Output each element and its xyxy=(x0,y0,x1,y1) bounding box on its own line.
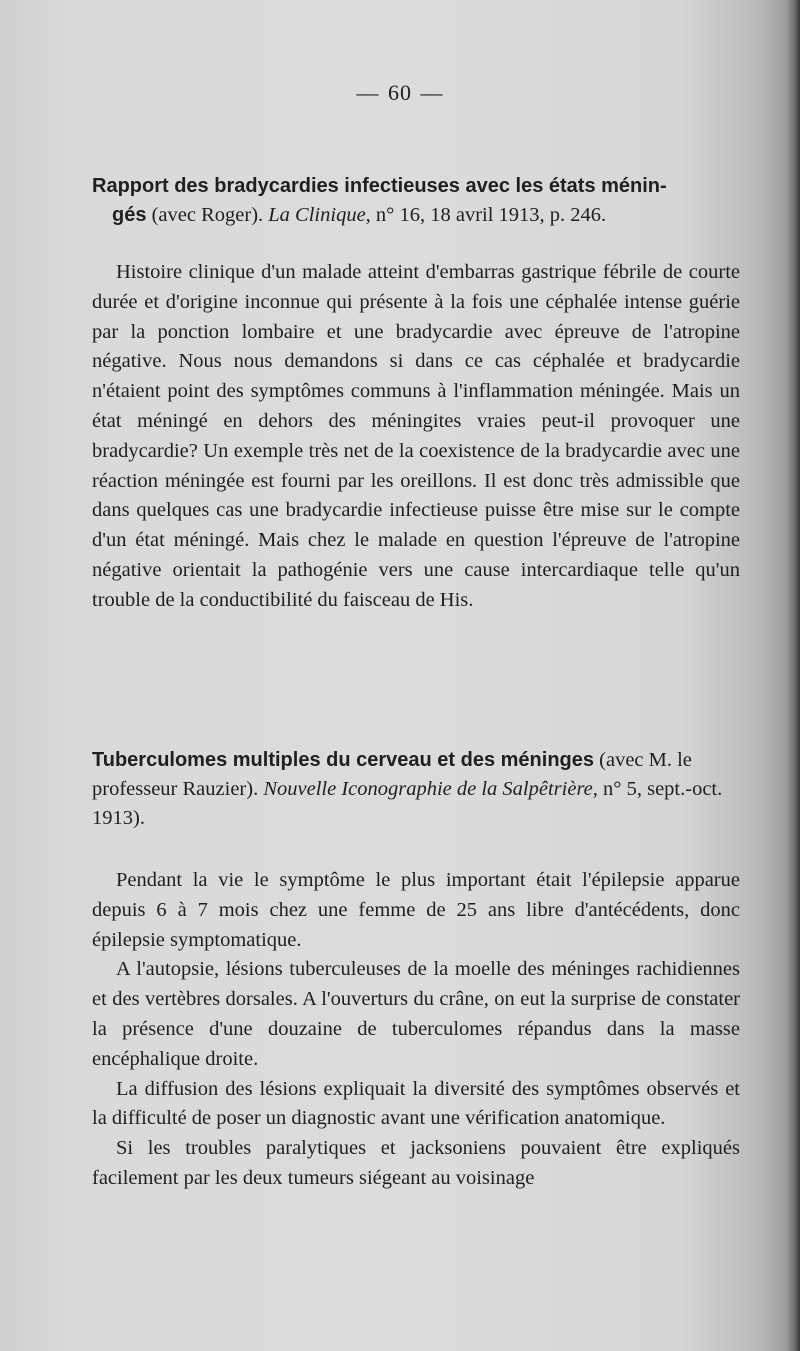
page-number: — 60 — xyxy=(356,80,444,105)
entry-1-journal: La Clinique, xyxy=(268,204,371,226)
page-number-value: 60 xyxy=(388,80,412,105)
entry-1-body xyxy=(92,258,740,616)
entry-2-citation: n° 5, sept.-oct. 1913). xyxy=(92,778,723,829)
entry-1-title-line2-bold: gés xyxy=(112,204,147,226)
entry-1-coauthor: (avec Roger). xyxy=(146,204,269,226)
entry-2-coauthor: (avec M. le professeur Rauzier). xyxy=(92,749,692,800)
entry-2-paragraph-2: A l'autopsie, lésions tuberculeuses de la moelle des méninges rachidiennes et des vertèbres dorsales. A l'ouverturs du crâne, on eut la surprise de constater la présence d'une douzaine de tuberculomes répandus dans la masse encéphalique droite. xyxy=(92,958,740,1070)
entry-1-title xyxy=(92,172,752,230)
entry-2-paragraph-4: Si les troubles paralytiques et jacksoniens pouvaient être expliqués facilement par les deux tumeurs siégeant au voisinage xyxy=(92,1137,740,1189)
entry-1-title-bold: Rapport des bradycardies infectieuses avec les états ménin- xyxy=(92,175,667,197)
entry-2-title-bold: Tuberculomes multiples du cerveau et des méninges xyxy=(92,749,595,771)
entry-1-citation: n° 16, 18 avril 1913, p. 246. xyxy=(370,204,607,226)
entry-2-journal: Nouvelle Iconographie de la Salpêtrière, xyxy=(263,778,598,800)
entry-1-title-line2 xyxy=(92,201,752,230)
entry-1-paragraph: Histoire clinique d'un malade atteint d'embarras gastrique fébrile de courte durée et d'origine inconnue qui présente à la fois une céphalée intense guérie par la ponction lombaire et une bradycardie avec épreuve de l'atropine négative. Nous nous demandons si dans ce cas céphalée et bradycardie n'étaient point des symptômes communs à l'inflammation méningée. Mais un état méningé en dehors des méningites vraies peut-il provoquer une bradycardie? Un exemple très net de la coexistence de la bradycardie avec une réaction méningée est fourni par les oreillons. Il est donc très admissible que dans quelques cas une bradycardie infectieuse puisse être mise sur le compte d'un état méningé. Mais chez le malade en question l'épreuve de l'atropine négative orientait la pathogénie vers une cause intercardiaque telle qu'un trouble de la conductibilité du faisceau de His. xyxy=(92,261,740,611)
entry-2-title xyxy=(92,746,752,833)
entry-2-paragraph-1: Pendant la vie le symptôme le plus important était l'épilepsie apparue depuis 6 à 7 mois chez une femme de 25 ans libre d'antécédents, donc épilepsie symptomatique. xyxy=(92,869,740,951)
entry-2-paragraph-3: La diffusion des lésions expliquait la diversité des symptômes observés et la difficulté de poser un diagnostic avant une vérification anatomique. xyxy=(92,1077,740,1130)
binding-shadow xyxy=(786,0,800,1351)
entry-2-body xyxy=(92,866,740,1194)
